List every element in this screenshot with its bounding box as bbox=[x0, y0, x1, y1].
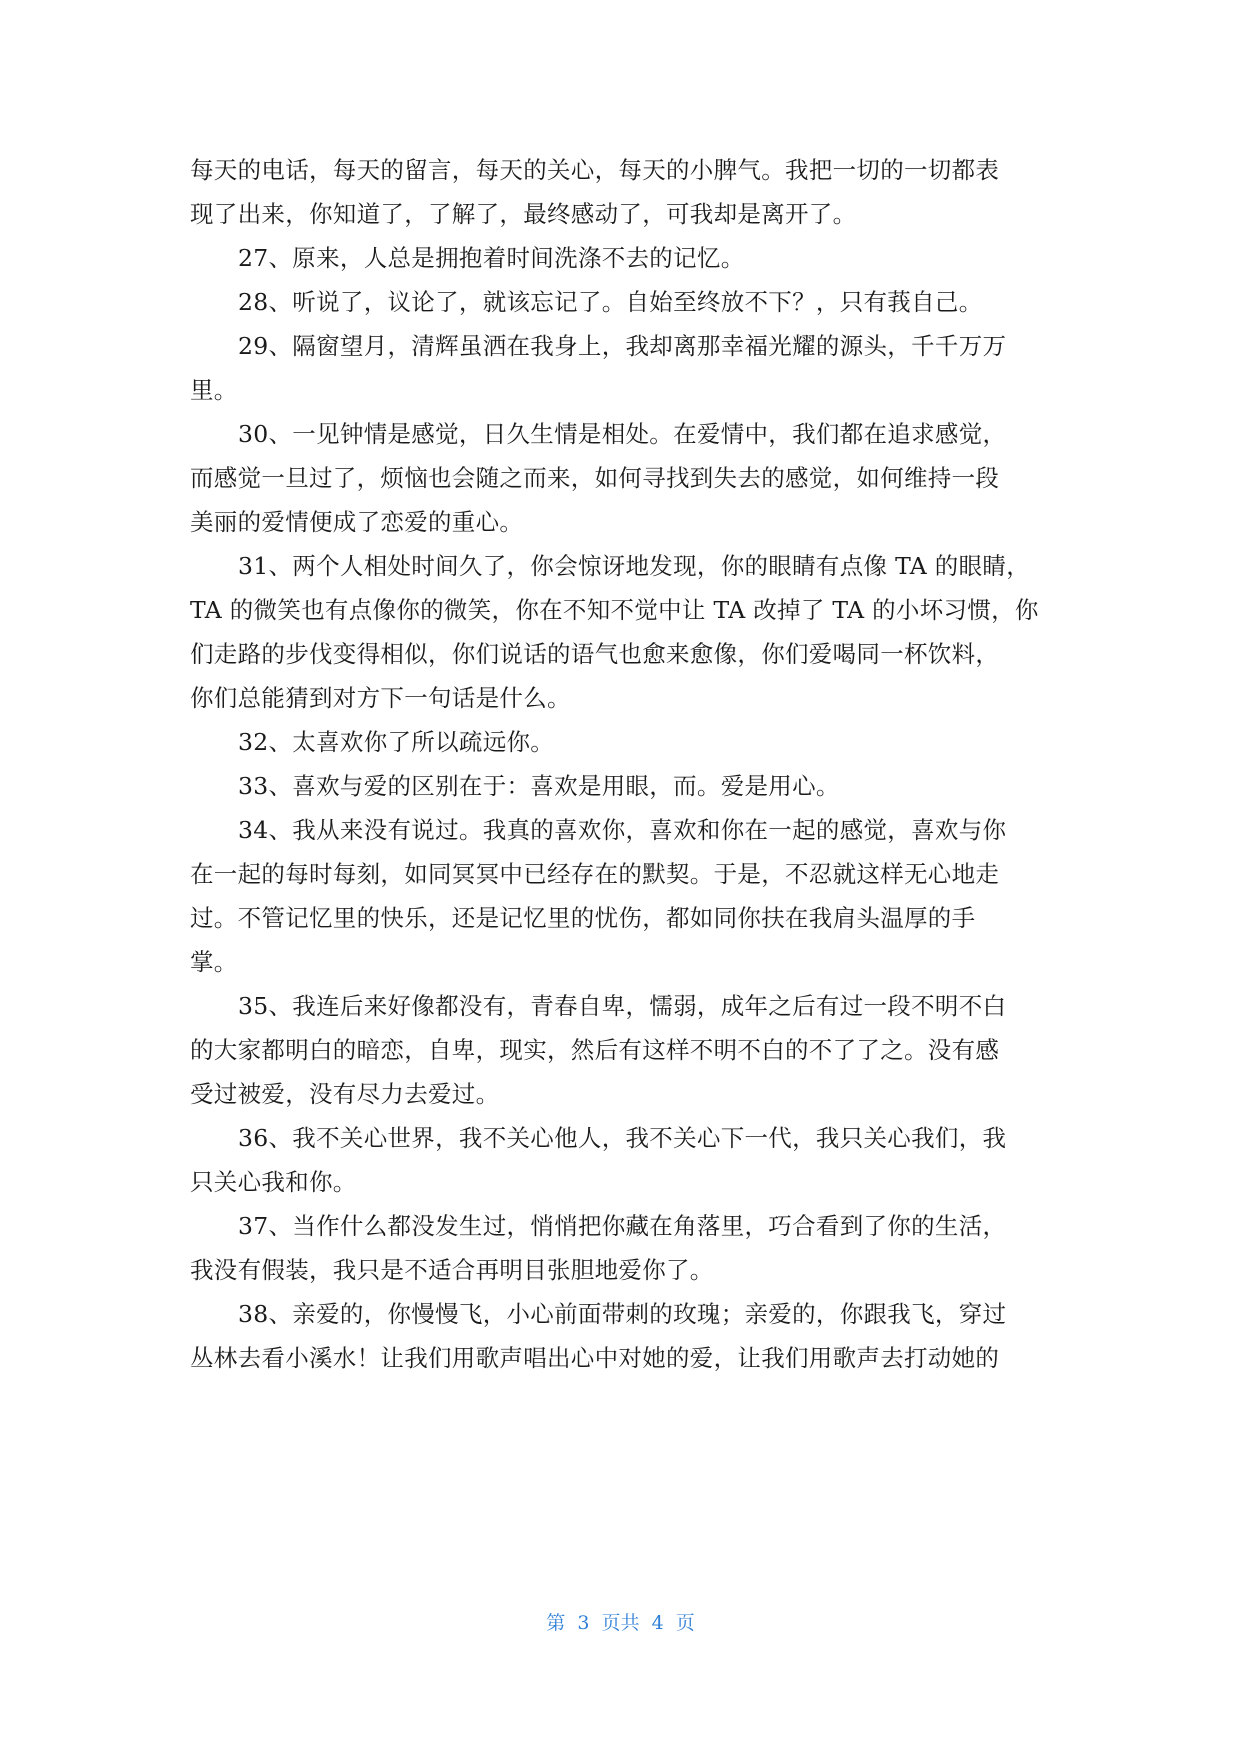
text-line: 28、听说了，议论了，就该忘记了。自始至终放不下？，只有莪自己。 bbox=[238, 288, 983, 316]
text-line: 我没有假装，我只是不适合再明目张胆地爱你了。 bbox=[190, 1256, 714, 1284]
text-line: 在一起的每时每刻，如同冥冥中已经存在的默契。于是，不忍就这样无心地走 bbox=[190, 860, 1000, 888]
text-line: 只关心我和你。 bbox=[190, 1168, 357, 1196]
text-line: 美丽的爱情便成了恋爱的重心。 bbox=[190, 508, 524, 536]
text-line: 而感觉一旦过了，烦恼也会随之而来，如何寻找到失去的感觉，如何维持一段 bbox=[190, 464, 1000, 492]
text-line: 29、隔窗望月，清辉虽洒在我身上，我却离那幸福光耀的源头，千千万万 bbox=[238, 332, 1007, 360]
text-line: 每天的电话，每天的留言，每天的关心，每天的小脾气。我把一切的一切都表 bbox=[190, 156, 1000, 184]
text-line: 里。 bbox=[190, 376, 238, 404]
text-line: 们走路的步伐变得相似，你们说话的语气也愈来愈像，你们爱喝同一杯饮料， bbox=[190, 640, 1000, 668]
text-line: 33、喜欢与爱的区别在于：喜欢是用眼，而。爱是用心。 bbox=[238, 772, 840, 800]
text-line: 37、当作什么都没发生过，悄悄把你藏在角落里，巧合看到了你的生活， bbox=[238, 1212, 1007, 1240]
text-line: 36、我不关心世界，我不关心他人，我不关心下一代，我只关心我们，我 bbox=[238, 1124, 1007, 1152]
text-line: 受过被爱，没有尽力去爱过。 bbox=[190, 1080, 500, 1108]
text-line: 30、一见钟情是感觉，日久生情是相处。在爱情中，我们都在追求感觉， bbox=[238, 420, 1007, 448]
page-number-footer: 第 3 页共 4 页 bbox=[546, 1612, 695, 1634]
text-line: 丛林去看小溪水！让我们用歌声唱出心中对她的爱，让我们用歌声去打动她的 bbox=[190, 1344, 1000, 1372]
text-line: 38、亲爱的，你慢慢飞，小心前面带刺的玫瑰；亲爱的，你跟我飞，穿过 bbox=[238, 1300, 1007, 1328]
text-line: 31、两个人相处时间久了，你会惊讶地发现，你的眼睛有点像 TA 的眼睛， bbox=[238, 552, 1031, 580]
text-line: 过。不管记忆里的快乐，还是记忆里的忧伤，都如同你扶在我肩头温厚的手 bbox=[190, 904, 976, 932]
text-line: 32、太喜欢你了所以疏远你。 bbox=[238, 728, 555, 756]
text-line: 你们总能猜到对方下一句话是什么。 bbox=[190, 684, 571, 712]
text-line: TA 的微笑也有点像你的微笑，你在不知不觉中让 TA 改掉了 TA 的小坏习惯，你 bbox=[190, 596, 1039, 624]
text-line: 掌。 bbox=[190, 948, 238, 976]
text-line: 27、原来，人总是拥抱着时间洗涤不去的记忆。 bbox=[238, 244, 745, 272]
text-line: 35、我连后来好像都没有，青春自卑，懦弱，成年之后有过一段不明不白 bbox=[238, 992, 1007, 1020]
text-line: 的大家都明白的暗恋，自卑，现实，然后有这样不明不白的不了了之。没有感 bbox=[190, 1036, 1000, 1064]
text-line: 34、我从来没有说过。我真的喜欢你，喜欢和你在一起的感觉，喜欢与你 bbox=[238, 816, 1007, 844]
text-line: 现了出来，你知道了，了解了，最终感动了，可我却是离开了。 bbox=[190, 200, 857, 228]
